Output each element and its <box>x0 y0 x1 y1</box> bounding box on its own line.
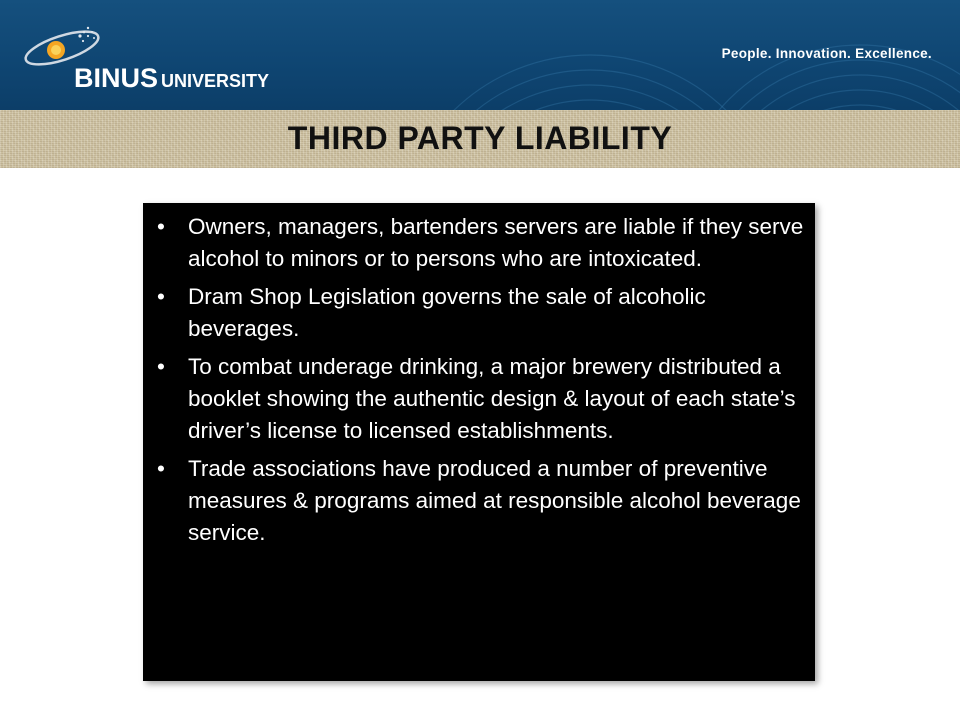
bullet-item <box>153 351 805 447</box>
bullet-text: To combat underage drinking, a major brewery distributed a booklet showing the authentic design & layout of each state’s driver’s license to licensed establishments. <box>188 354 796 443</box>
bullet-marker: • <box>157 456 165 481</box>
bullet-item <box>153 281 805 345</box>
bullet-text: Dram Shop Legislation governs the sale of alcoholic beverages. <box>188 284 706 341</box>
bullet-marker: • <box>157 354 165 379</box>
bullet-marker: • <box>157 284 165 309</box>
logo-name: BINUS <box>74 63 159 93</box>
bullet-marker: • <box>157 214 165 239</box>
content-box <box>143 203 815 681</box>
tagline: People. Innovation. Excellence. <box>721 46 932 61</box>
bullet-item <box>153 453 805 549</box>
bullet-list <box>153 211 805 549</box>
logo-subtext: UNIVERSITY <box>161 71 270 91</box>
bullet-text: Trade associations have produced a number of preventive measures & programs aimed at responsible alcohol beverage service. <box>188 456 801 545</box>
bullet-text: Owners, managers, bartenders servers are liable if they serve alcohol to minors or to persons who are intoxicated. <box>188 214 804 271</box>
slide-title: THIRD PARTY LIABILITY <box>287 120 673 156</box>
logo-wordmark <box>74 63 269 94</box>
header-banner <box>0 0 960 110</box>
bullet-item <box>153 211 805 275</box>
